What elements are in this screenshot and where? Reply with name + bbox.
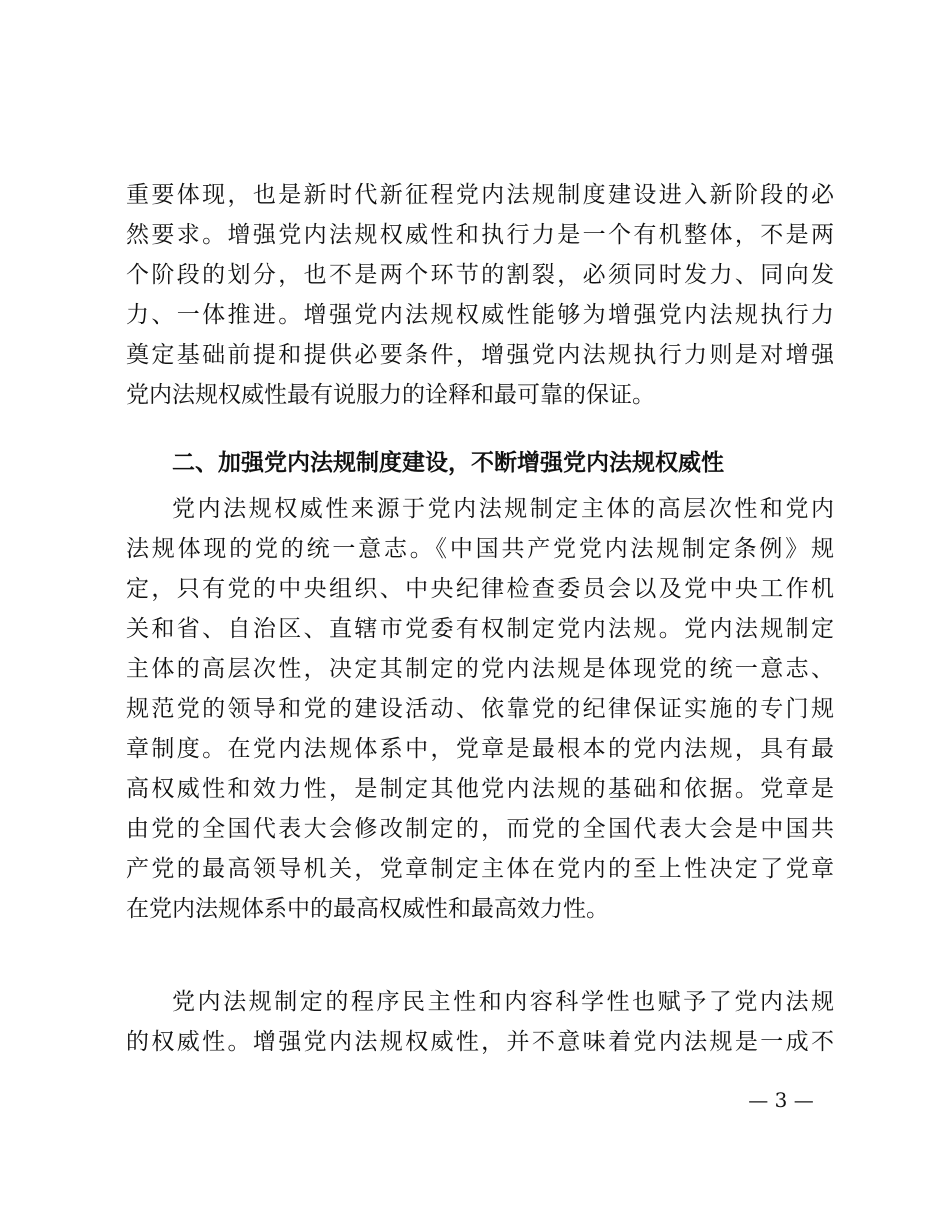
paragraph-2 [126, 489, 834, 929]
text-line: 个阶段的划分，也不是两个环节的割裂，必须同时发力、同向发 [126, 262, 834, 288]
text-line: 关和省、自治区、直辖市党委有权制定党内法规。党内法规制定 [126, 616, 834, 642]
text-line: 然要求。增强党内法规权威性和执行力是一个有机整体，不是两 [126, 222, 834, 248]
text-line: 在党内法规体系中的最高权威性和最高效力性。 [126, 896, 609, 922]
text-line: 重要体现，也是新时代新征程党内法规制度建设进入新阶段的必 [126, 182, 834, 208]
text-line: 高权威性和效力性，是制定其他党内法规的基础和依据。党章是 [126, 776, 834, 802]
text-line: 党内法规权威性来源于党内法规制定主体的高层次性和党内 [172, 496, 834, 522]
text-line: 章制度。在党内法规体系中，党章是最根本的党内法规，具有最 [126, 736, 834, 762]
paragraph-3 [126, 982, 834, 1062]
section-heading-2 [126, 443, 834, 483]
text-line: 定，只有党的中央组织、中央纪律检查委员会以及党中央工作机 [126, 576, 834, 602]
text-line: 党内法规制定的程序民主性和内容科学性也赋予了党内法规 [172, 989, 834, 1015]
text-line: 的权威性。增强党内法规权威性，并不意味着党内法规是一成不 [126, 1029, 834, 1055]
text-line: 主体的高层次性，决定其制定的党内法规是体现党的统一意志、 [126, 656, 834, 682]
text-line: 力、一体推进。增强党内法规权威性能够为增强党内法规执行力 [126, 302, 834, 328]
paragraph-1 [126, 175, 834, 415]
text-line: 奠定基础前提和提供必要条件，增强党内法规执行力则是对增强 [126, 342, 834, 368]
text-line: 产党的最高领导机关，党章制定主体在党内的至上性决定了党章 [126, 856, 834, 882]
text-line: 由党的全国代表大会修改制定的，而党的全国代表大会是中国共 [126, 816, 834, 842]
section-heading-text: 二、加强党内法规制度建设，不断增强党内法规权威性 [172, 450, 724, 476]
page-number: — 3 — [748, 1088, 814, 1112]
text-line: 法规体现的党的统一意志。《中国共产党党内法规制定条例》规 [126, 536, 834, 562]
text-line: 党内法规权威性最有说服力的诠释和最可靠的保证。 [126, 382, 655, 408]
text-line: 规范党的领导和党的建设活动、依靠党的纪律保证实施的专门规 [126, 696, 834, 722]
